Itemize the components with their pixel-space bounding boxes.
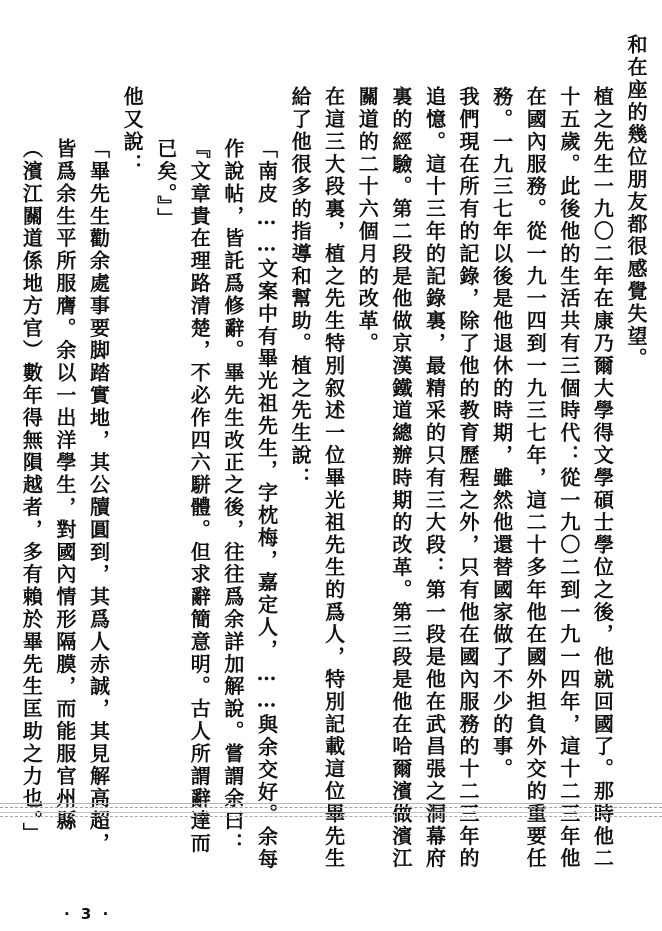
vertical-text-body — [12, 34, 652, 874]
scan-line-artifact — [0, 816, 662, 817]
scan-line-artifact — [0, 803, 662, 804]
paragraph-1: 和在座的幾位朋友都很感覺失望。 — [624, 34, 648, 370]
paragraph-5: 他又說： — [120, 86, 145, 176]
quote-1: 「南皮……文案中有畢光祖先生，字枕梅，嘉定人，……與余交好。余每作說帖，皆託爲修辭。畢先生改正之後，往往爲余詳加解說。嘗謂余曰：『文章貴在理路清楚，不必作四六駢體。但求辭簡意明。古人所謂辭達而已矣。』」 — [153, 138, 279, 871]
quote-2: 「畢先生勸余處事要脚踏實地，其公牘圓到，其爲人赤誠，其見解高超，皆爲余生平所服膺。余以一出洋學生，對國內情形隔膜，而能服官州縣（濱江關道係地方官）數年得無隕越者，多有賴於畢先生匡助之力也。」 — [19, 138, 111, 855]
scan-line-artifact — [0, 812, 662, 813]
page-number: · 3 · — [64, 905, 112, 923]
paragraph-3: 我們現在所有的記錄，除了他的教育歷程之外，只有他在國內服務的十二三年的追憶。這十三年的記錄裏，最精采的只有三大段：第一段是他在武昌張之洞幕府裏的經驗。第二段是他做京漢鐵道總辦時期的改革。第三段是他在哈爾濱做濱江關道的二十六個月的改革。 — [355, 86, 481, 870]
paragraph-4: 在這三大段裏，植之先生特別叙述一位畢光祖先生的爲人，特別記載這位畢先生給了他很多的指導和幫助。植之先生說： — [288, 86, 346, 870]
paragraph-2: 植之先生一九〇二年在康乃爾大學得文學碩士學位之後，他就回國了。那時他二十五歲。此後他的生活共有三個時代：從一九〇二到一九一四年，這十二三年他在國內服務。從一九一四到一九三七年，這二十多年他在國外担負外交的重要任務。一九三七年以後是他退休的時期，雖然他還替國家做了不少的事。 — [489, 86, 615, 870]
scan-line-artifact — [0, 807, 662, 808]
